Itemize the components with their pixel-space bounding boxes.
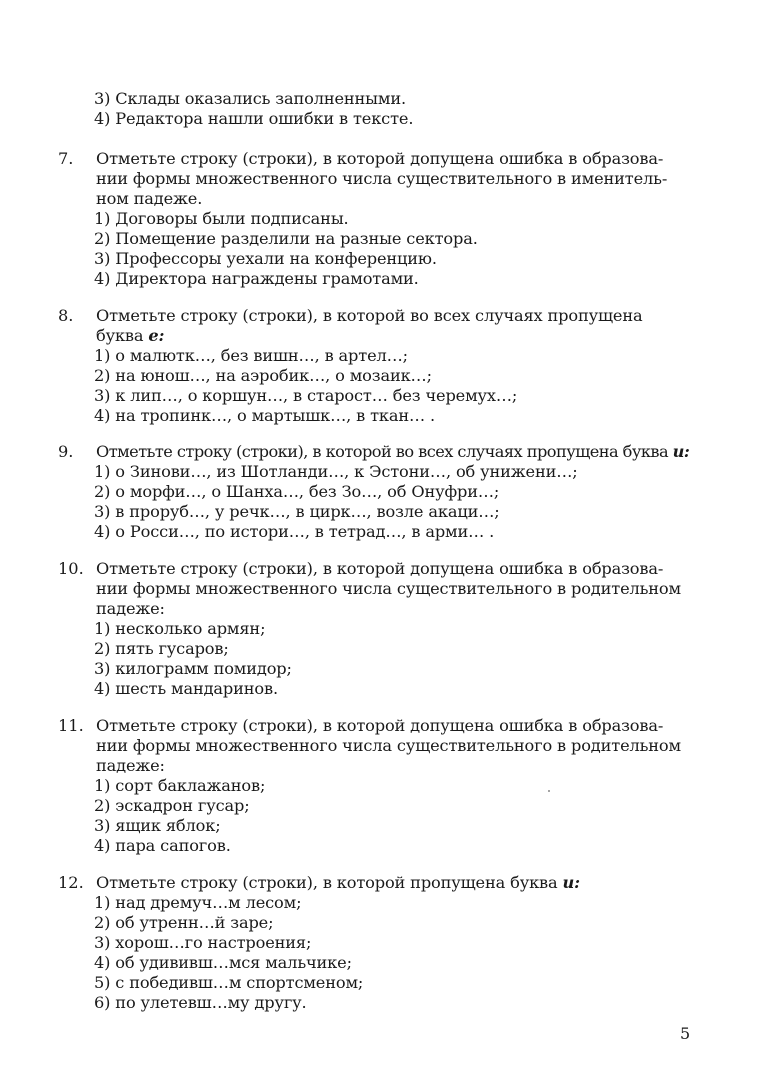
answer-option: 2) Помещение разделили на разные сектора.: [94, 229, 478, 248]
question-number: 10.: [58, 559, 84, 578]
question-stem-line: [96, 442, 689, 462]
question-number: 12.: [58, 873, 84, 892]
question-stem-line: нии формы множественного числа существительного в родительном: [96, 736, 681, 755]
question-stem-line: нии формы множественного числа существительного в именитель-: [96, 169, 668, 188]
answer-option: 1) о Зинови…, из Шотланди…, к Эстони…, об унижени…;: [94, 462, 578, 481]
question-stem-line: Отметьте строку (строки), в которой допущена ошибка в образова-: [96, 716, 664, 735]
answer-option: 1) о малютк…, без вишн…, в артел…;: [94, 346, 408, 365]
question-stem-line: [96, 326, 164, 346]
question-stem-text: Отметьте строку (строки), в которой во всех случаях пропущена буква: [96, 442, 673, 461]
answer-option: 4) об удививш…мся мальчике;: [94, 953, 352, 972]
answer-option: 4) на тропинк…, о мартышк…, в ткан… .: [94, 406, 436, 425]
answer-option: 3) ящик яблок;: [94, 816, 221, 835]
answer-option: 4) Директора награждены грамотами.: [94, 269, 419, 288]
answer-option: 2) о морфи…, о Шанха…, без Зо…, об Онуфри…;: [94, 482, 500, 501]
question-number: 9.: [58, 442, 74, 461]
answer-option: 2) об утренн…й заре;: [94, 913, 274, 932]
answer-option: 3) Профессоры уехали на конференцию.: [94, 249, 437, 268]
question-stem-line: падеже:: [96, 599, 165, 618]
question-stem-line: Отметьте строку (строки), в которой допущена ошибка в образова-: [96, 149, 664, 168]
answer-option: 3) хорош…го настроения;: [94, 933, 312, 952]
page-number: 5: [680, 1024, 691, 1043]
question-number: 8.: [58, 306, 74, 325]
question-number: 7.: [58, 149, 74, 168]
prev-option: 3) Склады оказались заполненными.: [94, 89, 406, 108]
prev-option: 4) Редактора нашли ошибки в тексте.: [94, 109, 414, 128]
answer-option: 2) на юнош…, на аэробик…, о мозаик…;: [94, 366, 432, 385]
highlighted-letter: и:: [672, 442, 690, 461]
question-stem-line: ном падеже.: [96, 189, 203, 208]
answer-option: 1) несколько армян;: [94, 619, 266, 638]
question-number: 11.: [58, 716, 84, 735]
question-stem-line: падеже:: [96, 756, 165, 775]
answer-option: 3) в проруб…, у речк…, в цирк…, возле акаци…;: [94, 502, 500, 521]
answer-option: 6) по улетевш…му другу.: [94, 993, 307, 1012]
answer-option: 4) о Росси…, по истори…, в тетрад…, в арми… .: [94, 522, 495, 541]
question-stem-text: буква: [96, 326, 149, 345]
answer-option: 4) пара сапогов.: [94, 836, 231, 855]
answer-option: 1) сорт баклажанов;: [94, 776, 266, 795]
question-stem-line: Отметьте строку (строки), в которой допущена ошибка в образова-: [96, 559, 664, 578]
answer-option: 2) эскадрон гусар;: [94, 796, 250, 815]
answer-option: 3) к лип…, о коршун…, в старост… без черемух…;: [94, 386, 518, 405]
answer-option: 3) килограмм помидор;: [94, 659, 292, 678]
question-stem-line: Отметьте строку (строки), в которой во всех случаях пропущена: [96, 306, 643, 325]
answer-option: 2) пять гусаров;: [94, 639, 229, 658]
question-stem-line: нии формы множественного числа существительного в родительном: [96, 579, 681, 598]
answer-option: 4) шесть мандаринов.: [94, 679, 278, 698]
answer-option: 5) с победивш…м спортсменом;: [94, 973, 364, 992]
highlighted-letter: е:: [148, 326, 165, 345]
answer-option: 1) над дремуч…м лесом;: [94, 893, 302, 912]
question-stem-text: Отметьте строку (строки), в которой пропущена буква: [96, 873, 563, 892]
highlighted-letter: и:: [562, 873, 580, 892]
question-stem-line: [96, 873, 580, 893]
answer-option: 1) Договоры были подписаны.: [94, 209, 349, 228]
scan-speck: [548, 790, 550, 792]
